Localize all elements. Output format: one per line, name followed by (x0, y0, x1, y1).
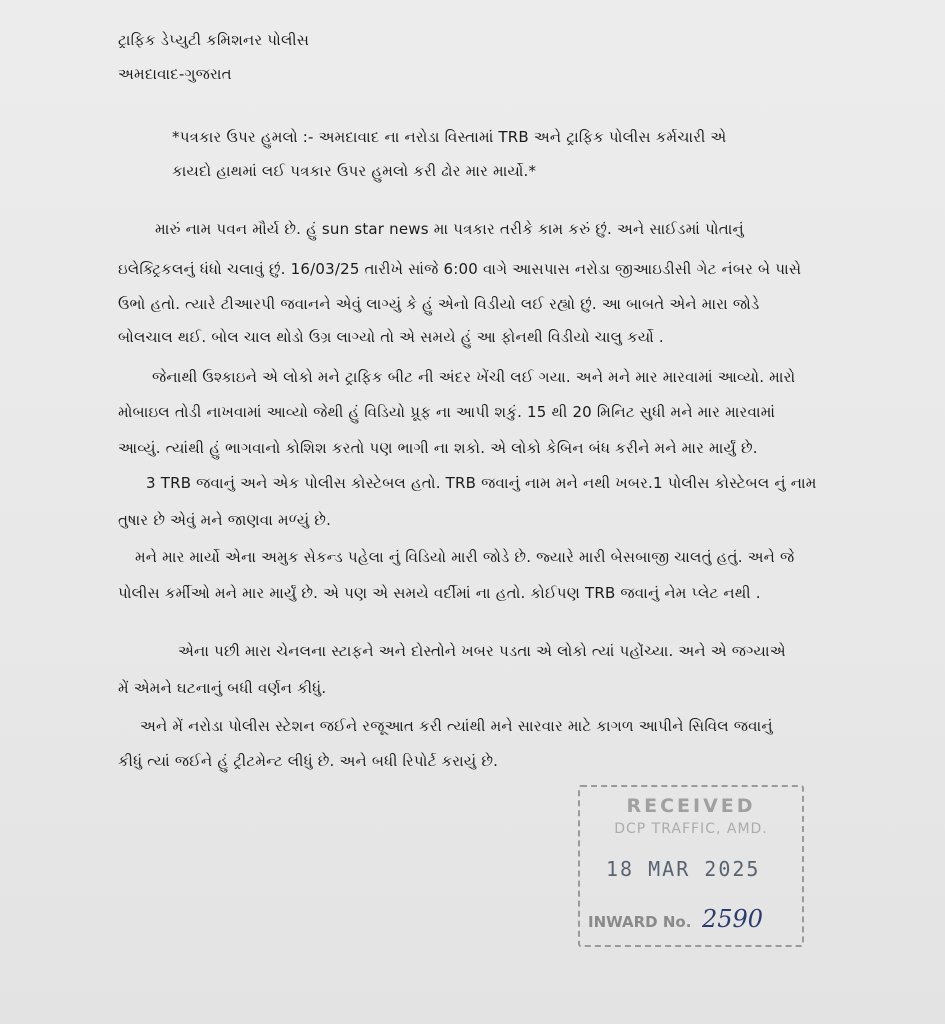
stamp-title: RECEIVED (626, 795, 756, 817)
paragraph-1-line-2: ઇલેક્ટ્રિકલનું ધંધો ચલાવું છું. 16/03/25 તારીખે સાંજે 6:00 વાગે આસપાસ નરોડા જીઆઇડીસી ગેટ નંબર બે પાસે (118, 260, 802, 278)
paragraph-4-line-2: પોલીસ કર્મીઓ મને માર માર્યું છે. એ પણ એ સમયે વર્દીમાં ના હતો. કોઈપણ TRB જવાનું નેમ પ્લેટ નથી . (118, 584, 761, 602)
paragraph-2-line-1: જેનાથી ઉશ્કાઇને એ લોકો મને ટ્રાફિક બીટ ની અંદર ખેંચી લઈ ગયા. અને મને માર મારવામાં આવ્યો. મારો (152, 368, 796, 386)
paragraph-3-line-2: તુષાર છે એવું મને જાણવા મળ્યું છે. (118, 511, 332, 529)
stamp-date: 18 MAR 2025 (606, 857, 761, 881)
received-stamp (578, 785, 804, 947)
paragraph-1-line-3: ઉભો હતો. ત્યારે ટીઆરપી જવાનને એવું લાગ્યું કે હું એનો વિડીયો લઈ રહ્યો છું. આ બાબતે એને મારા જોડે (118, 295, 760, 313)
paragraph-2-line-2: મોબાઇલ તોડી નાખવામાં આવ્યો જેથી હું વિડિયો પ્રૂફ ના આપી શકું. 15 થી 20 મિનિટ સુધી મને માર મારવામાં (118, 403, 776, 421)
paragraph-3-line-1: 3 TRB જવાનું અને એક પોલીસ કોસ્ટેબલ હતો. TRB જવાનું નામ મને નથી ખબર.1 પોલીસ કોસ્ટેબલ નું નામ (146, 474, 817, 492)
stamp-inward-number: 2590 (702, 905, 764, 933)
paragraph-4-line-1: મને માર માર્યો એના અમુક સેકન્ડ પહેલા નું વિડિયો મારી જોડે છે. જ્યારે મારી બેસબાજી ચાલતું હતું. અને જે (135, 548, 795, 566)
stamp-office: DCP TRAFFIC, AMD. (614, 821, 768, 837)
paragraph-2-line-3: આવ્યું. ત્યાંથી હું ભાગવાનો કોશિશ કરતો પણ ભાગી ના શકો. એ લોકો કેબિન બંધ કરીને મને માર માર્યું છે. (118, 439, 758, 457)
paragraph-5-line-2: મેં એમને ઘટનાનું બધી વર્ણન કીધું. (118, 679, 327, 697)
subject-line-1: *પત્રકાર ઉપર હુમલો :- અમદાવાદ ના નરોડા વિસ્તામાં TRB અને ટ્રાફિક પોલીસ કર્મચારી એ (172, 128, 727, 146)
paragraph-1-line-1: મારું નામ પવન મૌર્ય છે. હું sun star news મા પત્રકાર તરીકે કામ કરું છું. અને સાઈડમાં પોતાનું (155, 220, 744, 238)
paragraph-6-line-1: અને મેં નરોડા પોલીસ સ્ટેશન જઈને રજૂઆત કરી ત્યાંથી મને સારવાર માટે કાગળ આપીને સિવિલ જવાનું (140, 717, 773, 735)
paragraph-6-line-2: કીધું ત્યાં જઈને હું ટ્રીટમેન્ટ લીધું છે. અને બધી રિપોર્ટ કરાયું છે. (118, 752, 499, 770)
paragraph-1-line-4: બોલચાલ થઈ. બોલ ચાલ થોડો ઉગ્ર લાગ્યો તો એ સમયે હું આ ફોનથી વિડીયો ચાલુ કર્યો . (118, 328, 664, 346)
addressee-line-2: અમદાવાદ-ગુજરાત (118, 65, 232, 83)
paragraph-5-line-1: એના પછી મારા ચેનલના સ્ટાફને અને દોસ્તોને ખબર પડતા એ લોકો ત્યાં પહોંચ્યા. અને એ જગ્યાએ (178, 642, 786, 660)
addressee-line-1: ટ્રાફિક ડેપ્યુટી કમિશનર પોલીસ (118, 31, 310, 49)
stamp-inward-label: INWARD No. (588, 913, 692, 931)
subject-line-2: કાયદો હાથમાં લઈ પત્રકાર ઉપર હુમલો કરી ઢોર માર માર્યો.* (172, 162, 537, 180)
